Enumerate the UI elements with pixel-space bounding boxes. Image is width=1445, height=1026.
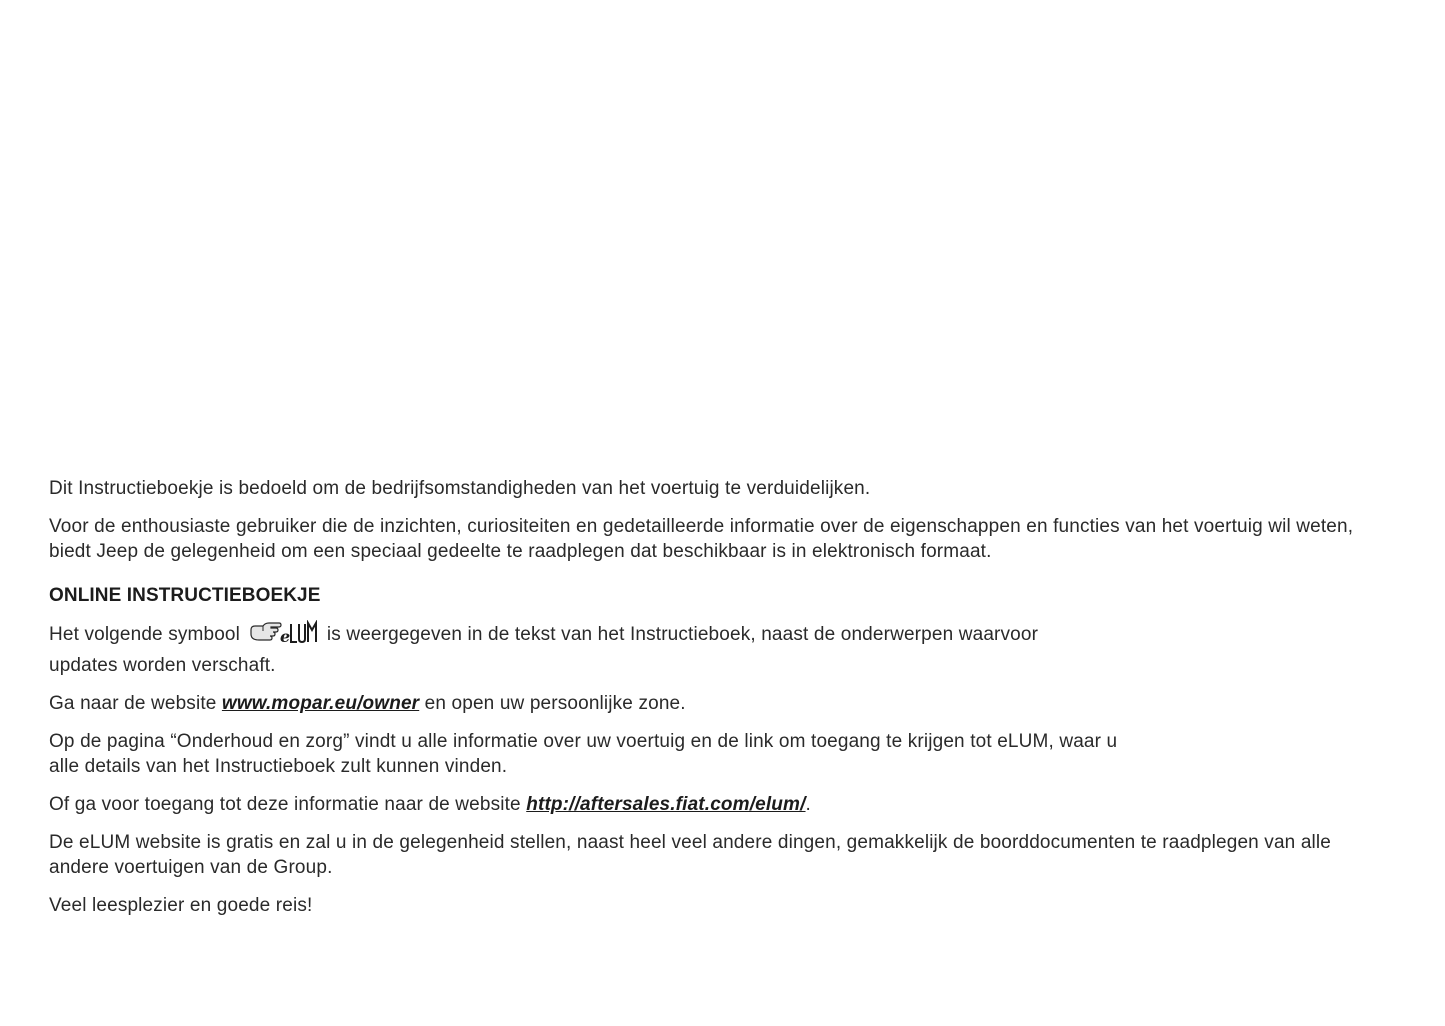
aftersales-elum-link[interactable]: http://aftersales.fiat.com/elum/ (526, 794, 806, 815)
care-line-1: Op de pagina “Onderhoud en zorg” vindt u alle informatie over uw voertuig en de link om toegang te krijgen tot eLUM, waar u (49, 731, 1118, 752)
access-paragraph (49, 792, 1369, 817)
symbol-text-continuation: updates worden verschaft. (49, 655, 276, 676)
access-text-after: . (805, 794, 811, 815)
intro-paragraph-2: Voor de enthousiaste gebruiker die de inzichten, curiositeiten en gedetailleerde informatie over de eigenschappen en functies van het voertuig wil weten, biedt Jeep de gelegenheid om een speciaal gedeelte te raadplegen dat beschikbaar is in elektronisch formaat. (49, 516, 1354, 562)
free-website-paragraph: De eLUM website is gratis en zal u in de gelegenheid stellen, naast heel veel andere dingen, gemakkelijk de boorddocumenten te raadplegen van alle andere voertuigen van de Group. (49, 832, 1331, 878)
symbol-text-before: Het volgende symbool (49, 624, 240, 645)
access-text-before: Of ga voor toegang tot deze informatie naar de website (49, 794, 521, 815)
mopar-owner-link[interactable]: www.mopar.eu/owner (221, 693, 420, 714)
website-text-before: Ga naar de website (49, 693, 217, 714)
closing-paragraph: Veel leesplezier en goede reis! (49, 895, 313, 916)
intro-paragraph-1: Dit Instructieboekje is bedoeld om de bedrijfsomstandigheden van het voertuig te verduidelijken. (49, 478, 871, 499)
svg-text:e: e (280, 627, 291, 646)
elum-pointing-hand-icon (249, 620, 319, 653)
website-text-after: en open uw persoonlijke zone. (424, 693, 686, 714)
website-paragraph (49, 691, 1369, 716)
care-paragraph (49, 729, 1369, 779)
symbol-paragraph (49, 620, 1369, 678)
manual-intro-page (49, 476, 1369, 931)
care-line-2: alle details van het Instructieboek zult kunnen vinden. (49, 756, 508, 777)
section-heading: ONLINE INSTRUCTIEBOEKJE (49, 585, 321, 606)
symbol-text-after: is weergegeven in de tekst van het Instructieboek, naast de onderwerpen waarvoor (326, 624, 1039, 645)
